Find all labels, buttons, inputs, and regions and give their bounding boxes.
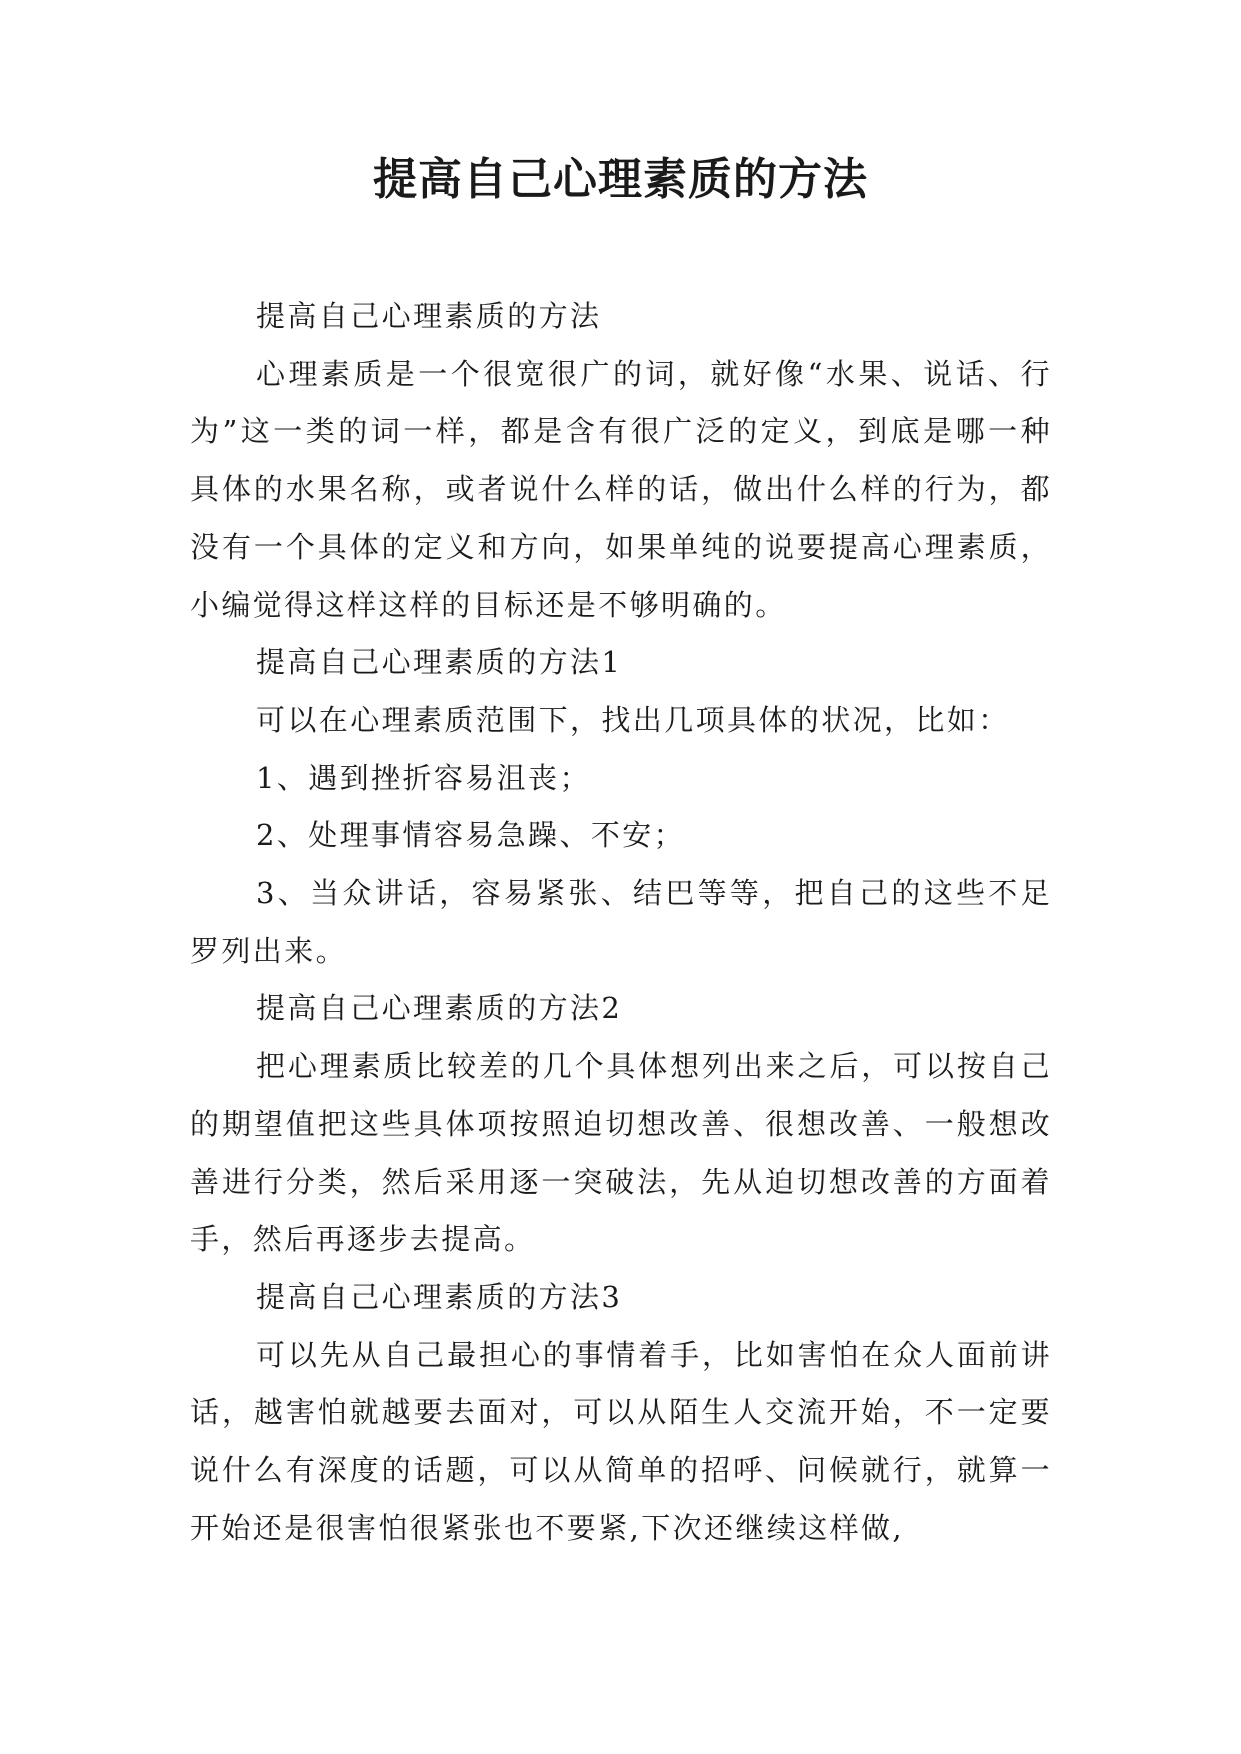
paragraph-heading: 提高自己心理素质的方法	[256, 299, 602, 333]
paragraph-method-1-lead: 可以在心理素质范围下，找出几项具体的状况，比如：	[256, 702, 1010, 737]
list-item-2: 2、处理事情容易急躁、不安；	[256, 818, 686, 853]
document-body	[190, 288, 1052, 1557]
document-title: 提高自己心理素质的方法	[373, 154, 868, 205]
paragraph-intro: 心理素质是一个很宽很广的词，就好像“水果、说话、行为”这一类的词一样，都是含有很广泛的定义，到底是哪一种具体的水果名称，或者说什么样的话，做出什么样的行为，都没有一个具体的定义和方向，如果单纯的说要提高心理素质，小编觉得这样这样的目标还是不够明确的。	[190, 356, 1052, 622]
paragraph-method-1-heading: 提高自己心理素质的方法1	[256, 645, 623, 680]
paragraph-method-3-heading: 提高自己心理素质的方法3	[256, 1279, 623, 1314]
paragraph-method-2-heading: 提高自己心理素质的方法2	[256, 991, 623, 1026]
list-item-3: 3、当众讲话，容易紧张、结巴等等，把自己的这些不足罗列出来。	[190, 876, 1052, 968]
list-item-1: 1、遇到挫折容易沮丧；	[256, 760, 591, 795]
paragraph-method-3-body: 可以先从自己最担心的事情着手，比如害怕在众人面前讲话，越害怕就越要去面对，可以从陌生人交流开始，不一定要说什么有深度的话题，可以从简单的招呼、问候就行，就算一开始还是很害怕很紧张也不要紧,下次还继续这样做,	[190, 1337, 1052, 1545]
paragraph-method-2-body: 把心理素质比较差的几个具体想列出来之后，可以按自己的期望值把这些具体项按照迫切想改善、很想改善、一般想改善进行分类，然后采用逐一突破法，先从迫切想改善的方面着手，然后再逐步去提高。	[190, 1049, 1052, 1257]
